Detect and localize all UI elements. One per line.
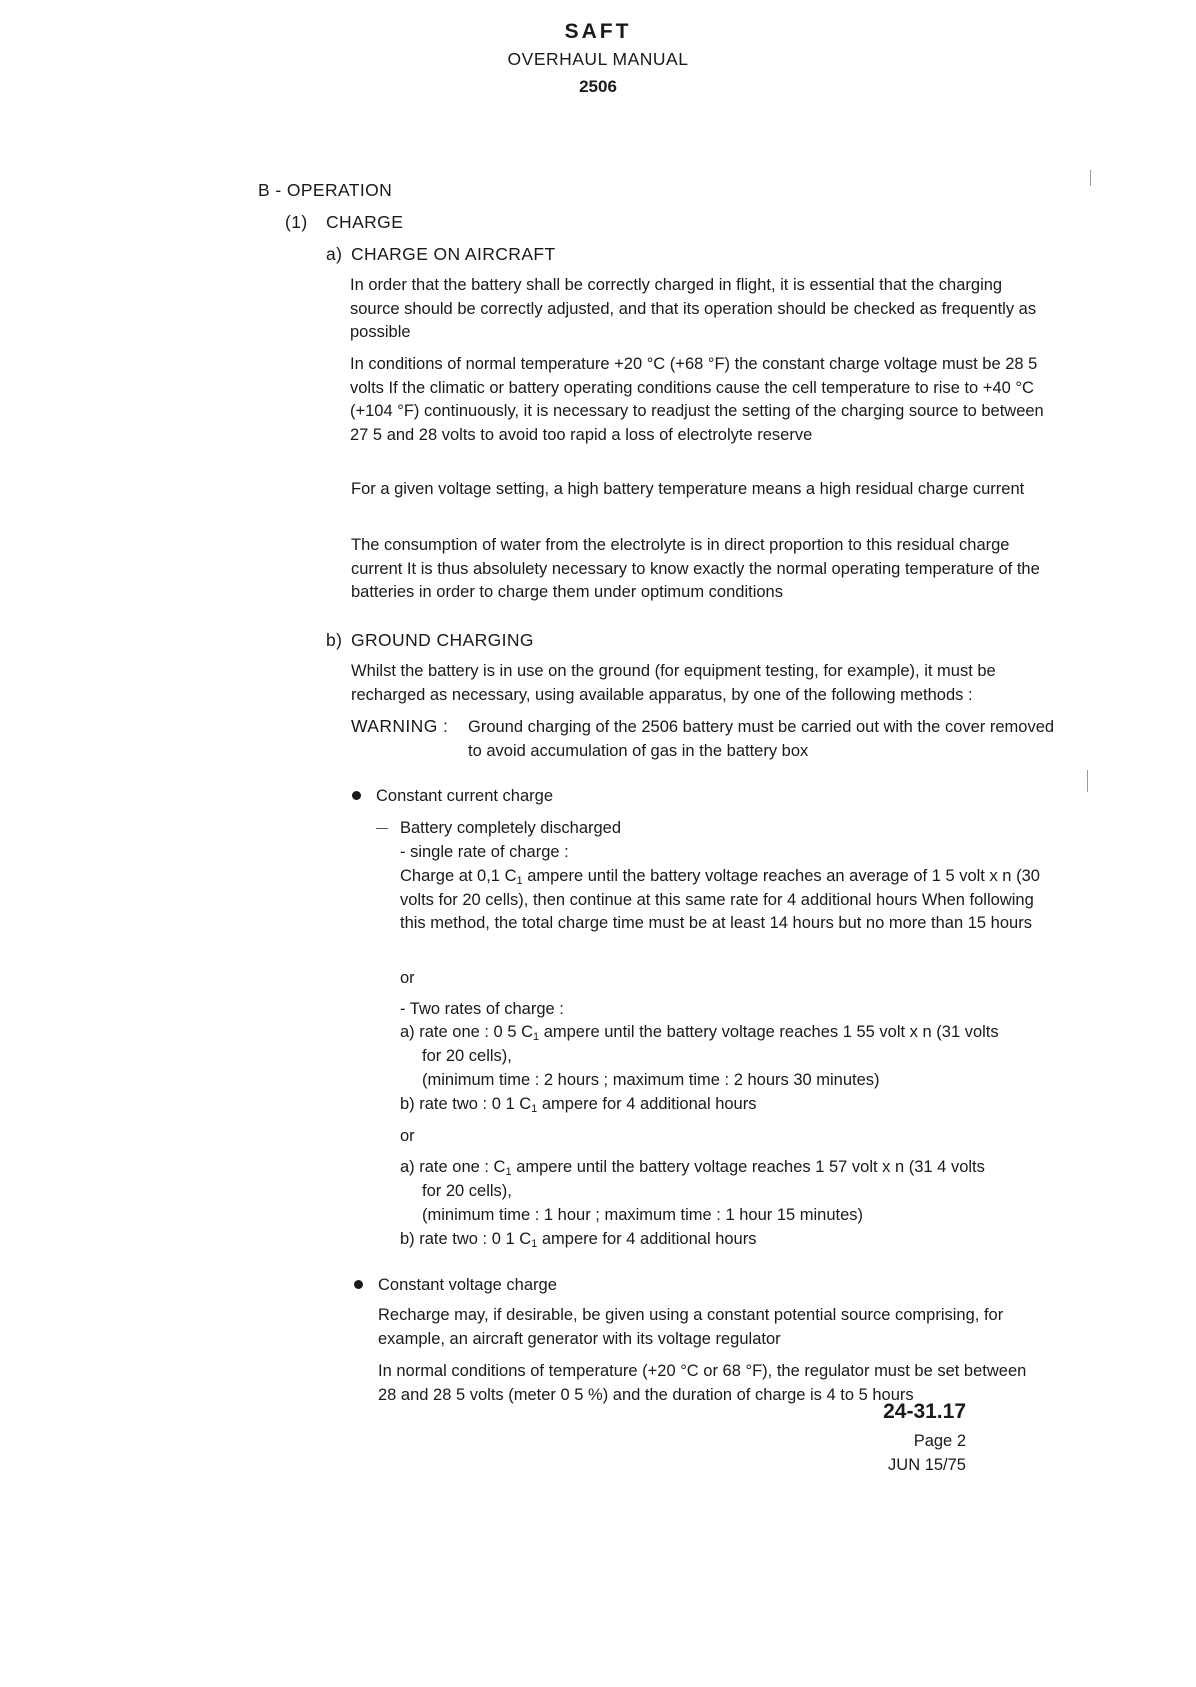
heading-constant-current: Constant current charge xyxy=(376,787,554,805)
rate-one-alt-continuation: for 20 cells), xyxy=(422,1182,512,1200)
heading-charge-on-aircraft: CHARGE ON AIRCRAFT xyxy=(351,244,556,264)
subsection-number: (1) xyxy=(285,212,308,232)
paragraph-aircraft-1: In order that the battery shall be correctly charged in flight, it is essential that the charging source should be correctly adjusted, and that its operation should be checked as frequently as possible xyxy=(350,276,1037,341)
item-label-b: b) xyxy=(326,630,343,650)
dash-icon xyxy=(376,828,388,829)
rate-one-alt-line: a) rate one : $C_1$ ampere until the battery voltage reaches 1 57 volt x n (31 4 volts xyxy=(400,1158,985,1178)
document-subtitle: OVERHAUL MANUAL xyxy=(507,49,689,69)
footer-page: Page 2 xyxy=(913,1432,966,1450)
paragraph-voltage-2: In normal conditions of temperature (+20 °C or 68 °F), the regulator must be set between 28 and 28 5 volts (meter 0 5 %) and the duration of charge is 4 to 5 hours xyxy=(378,1362,1027,1404)
heading-battery-discharged: Battery completely discharged xyxy=(400,819,622,837)
scan-mark xyxy=(1087,770,1088,792)
two-rates-label: - Two rates of charge : xyxy=(400,1000,564,1018)
subsection-heading-charge: CHARGE xyxy=(326,212,404,232)
bullet-icon xyxy=(352,791,361,800)
single-rate-label: - single rate of charge : xyxy=(400,843,569,861)
rate-one-alt-time: (minimum time : 1 hour ; maximum time : 1 hour 15 minutes) xyxy=(422,1206,864,1224)
or-separator: or xyxy=(400,969,415,987)
paragraph-aircraft-2: In conditions of normal temperature +20 °C (+68 °F) the constant charge voltage must be 28 5 volts If the climatic or battery operating conditions cause the cell temperature to rise to +40 °C (+104 °F) continuously, it is necessary to readjust the setting of the charging source to between 27 5 and 28 volts to avoid too rapid a loss of electrolyte reserve xyxy=(350,355,1044,444)
heading-constant-voltage: Constant voltage charge xyxy=(378,1276,557,1294)
rate-one-continuation: for 20 cells), xyxy=(422,1047,512,1065)
scan-mark xyxy=(1090,170,1091,186)
paragraph-ground-1: Whilst the battery is in use on the ground (for equipment testing, for example), it must be recharged as necessary, using available apparatus, by one of the following methods : xyxy=(351,662,996,704)
heading-ground-charging: GROUND CHARGING xyxy=(351,630,534,650)
item-label-a: a) xyxy=(326,244,343,264)
paragraph-single-rate: Charge at 0,1 $C_1$ ampere until the battery voltage reaches an average of 1 5 volt x n (30 volts for 20 cells), then continue at this same rate for 4 additional hours When following this method, the total charge time must be at least 14 hours but no more than 15 hours xyxy=(400,867,1040,932)
paragraph-aircraft-4: The consumption of water from the electrolyte is in direct proportion to this residual charge current It is thus absolulety necessary to know exactly the normal operating temperature of the batteries in order to charge them under optimum conditions xyxy=(351,536,1040,601)
rate-two-line: b) rate two : 0 1 $C_1$ ampere for 4 additional hours xyxy=(400,1095,757,1115)
paragraph-aircraft-3: For a given voltage setting, a high battery temperature means a high residual charge current xyxy=(351,480,1025,498)
document-title: SAFT xyxy=(564,20,632,43)
or-separator: or xyxy=(400,1127,415,1145)
rate-one-line: a) rate one : 0 5 $C_1$ ampere until the battery voltage reaches 1 55 volt x n (31 volts xyxy=(400,1023,999,1043)
document-number: 2506 xyxy=(579,77,617,96)
rate-two-alt-line: b) rate two : 0 1 $C_1$ ampere for 4 additional hours xyxy=(400,1230,757,1250)
warning-text: Ground charging of the 2506 battery must be carried out with the cover removed to avoid accumulation of gas in the battery box xyxy=(468,718,1055,760)
paragraph-voltage-1: Recharge may, if desirable, be given using a constant potential source comprising, for example, an aircraft generator with its voltage regulator xyxy=(378,1306,1004,1348)
bullet-icon xyxy=(354,1280,363,1289)
warning-label: WARNING : xyxy=(351,716,449,736)
rate-one-time: (minimum time : 2 hours ; maximum time : 2 hours 30 minutes) xyxy=(422,1071,880,1089)
section-heading-operation: B - OPERATION xyxy=(258,180,393,200)
footer-doc-number: 24-31.17 xyxy=(883,1400,966,1423)
footer-date: JUN 15/75 xyxy=(888,1456,966,1474)
